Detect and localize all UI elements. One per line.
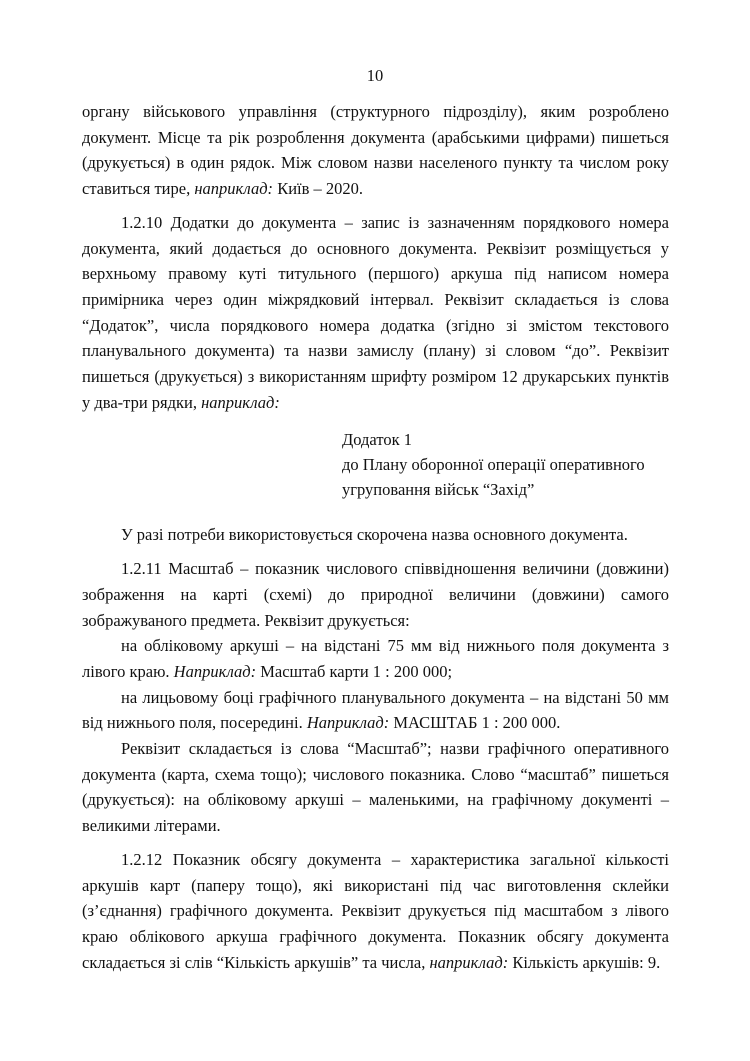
paragraph-text: 1.2.12 Показник обсягу документа – характеристика загальної кількості аркушів карт (паперу тощо), які використані під час виготовлення склейки (з’єднання) графічного документа. Реквізит друкується під масштабом з лівого краю облікового аркуша графічного документа. Показник обсягу документа складається зі слів “Кількість аркушів” та числа, [82, 849, 669, 972]
paragraph-scale-front-side [82, 685, 669, 736]
appendix-line-1: Додаток 1 [342, 430, 412, 450]
paragraph-text: У разі потреби використовується скорочена назва основного документа. [121, 525, 628, 545]
example-label: наприклад: [201, 392, 280, 412]
page-number: 10 [366, 66, 384, 85]
example-value: Кількість аркушів: 9. [512, 952, 661, 972]
appendix-line-2: до Плану оборонної операції оперативного [342, 455, 645, 475]
paragraph-abbreviated-name [82, 522, 669, 548]
paragraph-text: Реквізит складається із слова “Масштаб”; назви графічного оперативного документа (карта, схема тощо); числового показника. Слово “масштаб” пишеться (друкується): на обліковому аркуші – маленькими, на графічному документі – великими літерами. [82, 739, 669, 836]
paragraph-text: 1.2.10 Додатки до документа – запис із зазначенням порядкового номера документа, який додається до основного документа. Реквізит розміщується у верхньому правому куті титульного (першого) аркуша під написом номера примірника через один міжрядковий інтервал. Реквізит складається із слова “Додаток”, числа порядкового номера додатка (згідно зі змістом текстового планувального документа) та назви замислу (плану) зі словом “до”. Реквізит пишеться (друкується) з використанням шрифту розміром 12 друкарських пунктів у два-три рядки, [82, 212, 669, 412]
example-label: Наприклад: [173, 661, 257, 681]
paragraph-text: на обліковому аркуші – на відстані 75 мм від нижнього поля документа з лівого краю. [82, 636, 669, 681]
paragraph-text: на лицьовому боці графічного планувального документа – на відстані 50 мм від нижнього поля, посередині. [82, 687, 669, 733]
appendix-example-block [342, 427, 669, 502]
paragraph-1-2-12-volume [82, 847, 669, 976]
example-label: наприклад: [429, 952, 509, 972]
paragraph-scale-accounting-sheet [82, 633, 669, 684]
example-value: Київ – 2020. [277, 179, 364, 199]
example-value: Масштаб карти 1 : 200 000; [260, 661, 453, 681]
document-body [82, 99, 669, 975]
paragraph-text: 1.2.11 Масштаб – показник числового співвідношення величини (довжини) зображення на карті (схемі) до природної величини (довжини) самого зображуваного предмета. Реквізит друкується: [82, 559, 669, 630]
paragraph-1-2-10-appendices [82, 210, 669, 416]
example-value: МАСШТАБ 1 : 200 000. [393, 713, 561, 733]
paragraph-text: органу військового управління (структурного підрозділу), яким розроблено документ. Місце та рік розроблення документа (арабськими цифрами) пишеться (друкується) в один рядок. Між словом назви населеного пункту та числом року ставиться тире, [82, 102, 669, 199]
appendix-line-3: угруповання військ “Захід” [342, 480, 535, 500]
example-label: наприклад: [194, 179, 274, 199]
example-label: Наприклад: [306, 713, 390, 733]
paragraph-1-2-11-scale [82, 556, 669, 633]
paragraph-scale-composition [82, 736, 669, 839]
paragraph-place-year [82, 99, 669, 202]
